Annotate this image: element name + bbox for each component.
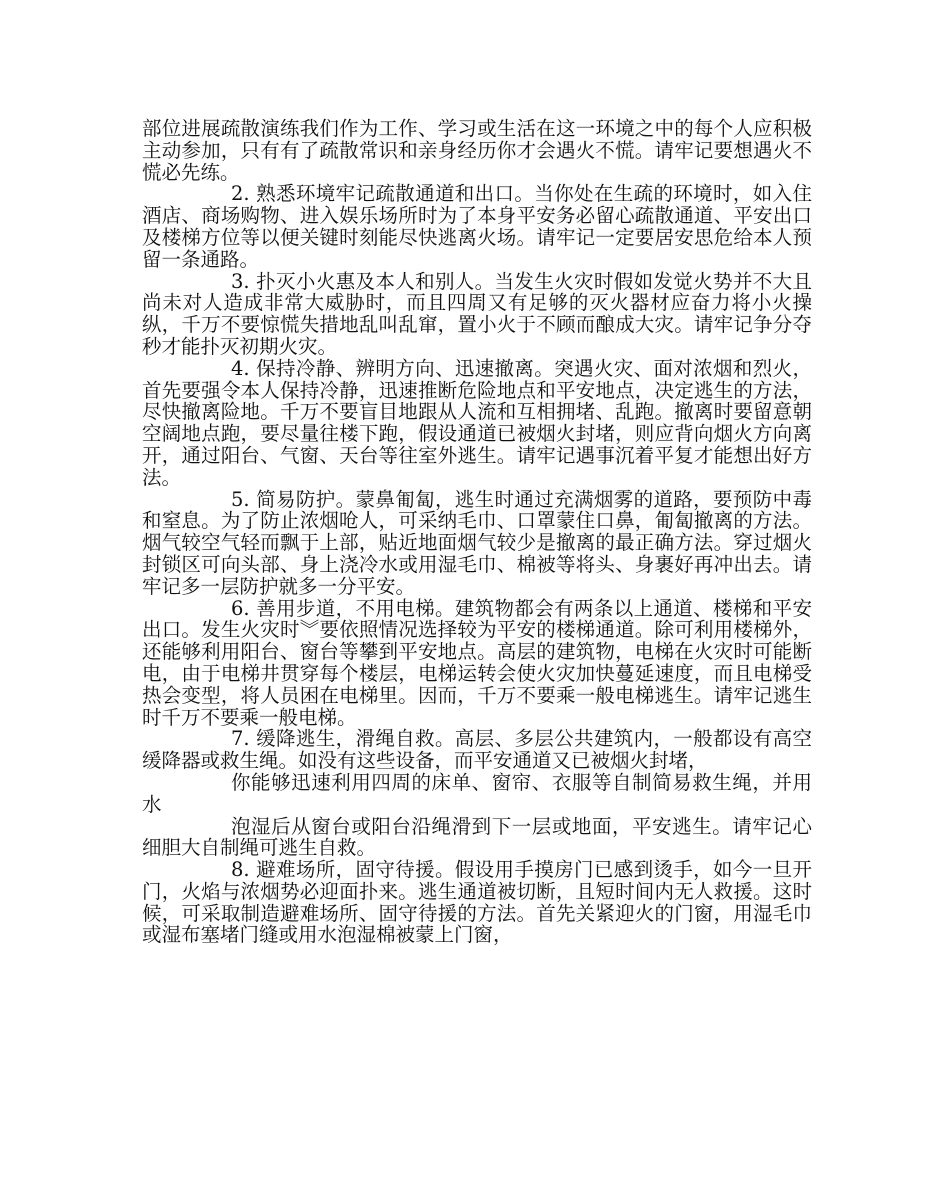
paragraph-item-6: 6. 善用步道，不用电梯。建筑物都会有两条以上通道、楼梯和平安出口。发生火灾时︾要依照情况选择较为平安的楼梯通道。除可利用楼梯外，还能够利用阳台、窗台等攀到平安地点。高层的建筑物，电梯在火灾时可能断电，由于电梯井贯穿每个楼层，电梯运转会使火灾加快蔓延速度，而且电梯受热会变型，将人员困在电梯里。因而，千万不要乘一般电梯逃生。请牢记逃生时千万不要乘一般电梯。 [142, 596, 812, 729]
paragraph-item-8: 8. 避难场所，固守待援。假设用手摸房门已感到烫手，如今一旦开门，火焰与浓烟势必迎面扑来。逃生通道被切断，且短时间内无人救援。这时候，可采取制造避难场所、固守待援的方法。首先关紧迎火的门窗，用湿毛巾或湿布塞堵门缝或用水泡湿棉被蒙上门窗， [142, 858, 812, 947]
paragraph-item-5: 5. 简易防护。蒙鼻匍匐，逃生时通过充满烟雾的道路，要预防中毒和窒息。为了防止浓烟呛人，可采纳毛巾、口罩蒙住口鼻，匍匐撤离的方法。烟气较空气轻而飘于上部，贴近地面烟气较少是撤离的最正确方法。穿过烟火封锁区可向头部、身上浇冷水或用湿毛巾、棉被等将头、身裹好再冲出去。请牢记多一层防护就多一分平安。 [142, 487, 812, 598]
paragraph-intro: 部位进展疏散演练我们作为工作、学习或生活在这一环境之中的每个人应积极主动参加，只有有了疏散常识和亲身经历你才会遇火不慌。请牢记要想遇火不慌必先练。 [142, 117, 812, 184]
paragraph-item-3: 3. 扑灭小火惠及本人和别人。当发生火灾时假如发觉火势并不大且尚未对人造成非常大威胁时，而且四周又有足够的灭火器材应奋力将小火操纵，千万不要惊慌失措地乱叫乱窜，置小火于不顾而酿成大灾。请牢记争分夺秒才能扑灭初期火灾。 [142, 269, 812, 358]
paragraph-item-7: 7. 缓降逃生，滑绳自救。高层、多层公共建筑内，一般都设有高空缓降器或救生绳。如没有这些设备，而平安通道又已被烟火封堵， [142, 727, 812, 773]
document-body [142, 118, 812, 946]
paragraph-item-7-continued-a: 你能够迅速利用四周的床单、窗帘、衣服等自制简易救生绳，并用水 [142, 770, 812, 816]
paragraph-item-2: 2. 熟悉环境牢记疏散通道和出口。当你处在生疏的环境时，如入住酒店、商场购物、进入娱乐场所时为了本身平安务必留心疏散通道、平安出口及楼梯方位等以便关键时刻能尽快逃离火场。请牢记一定要居安思危给本人预留一条通路。 [142, 182, 812, 271]
paragraph-item-4: 4. 保持冷静、辨明方向、迅速撤离。突遇火灾、面对浓烟和烈火，首先要强令本人保持冷静，迅速推断危险地点和平安地点，决定逃生的方法，尽快撤离险地。千万不要盲目地跟从人流和互相拥堵、乱跑。撤离时要留意朝空阔地点跑，要尽量往楼下跑，假设通道已被烟火封堵，则应背向烟火方向离开，通过阳台、气窗、天台等往室外逃生。请牢记遇事沉着平复才能想出好方法。 [142, 356, 812, 489]
paragraph-item-7-continued-b: 泡湿后从窗台或阳台沿绳滑到下一层或地面，平安逃生。请牢记心细胆大自制绳可逃生自救。 [142, 814, 812, 860]
